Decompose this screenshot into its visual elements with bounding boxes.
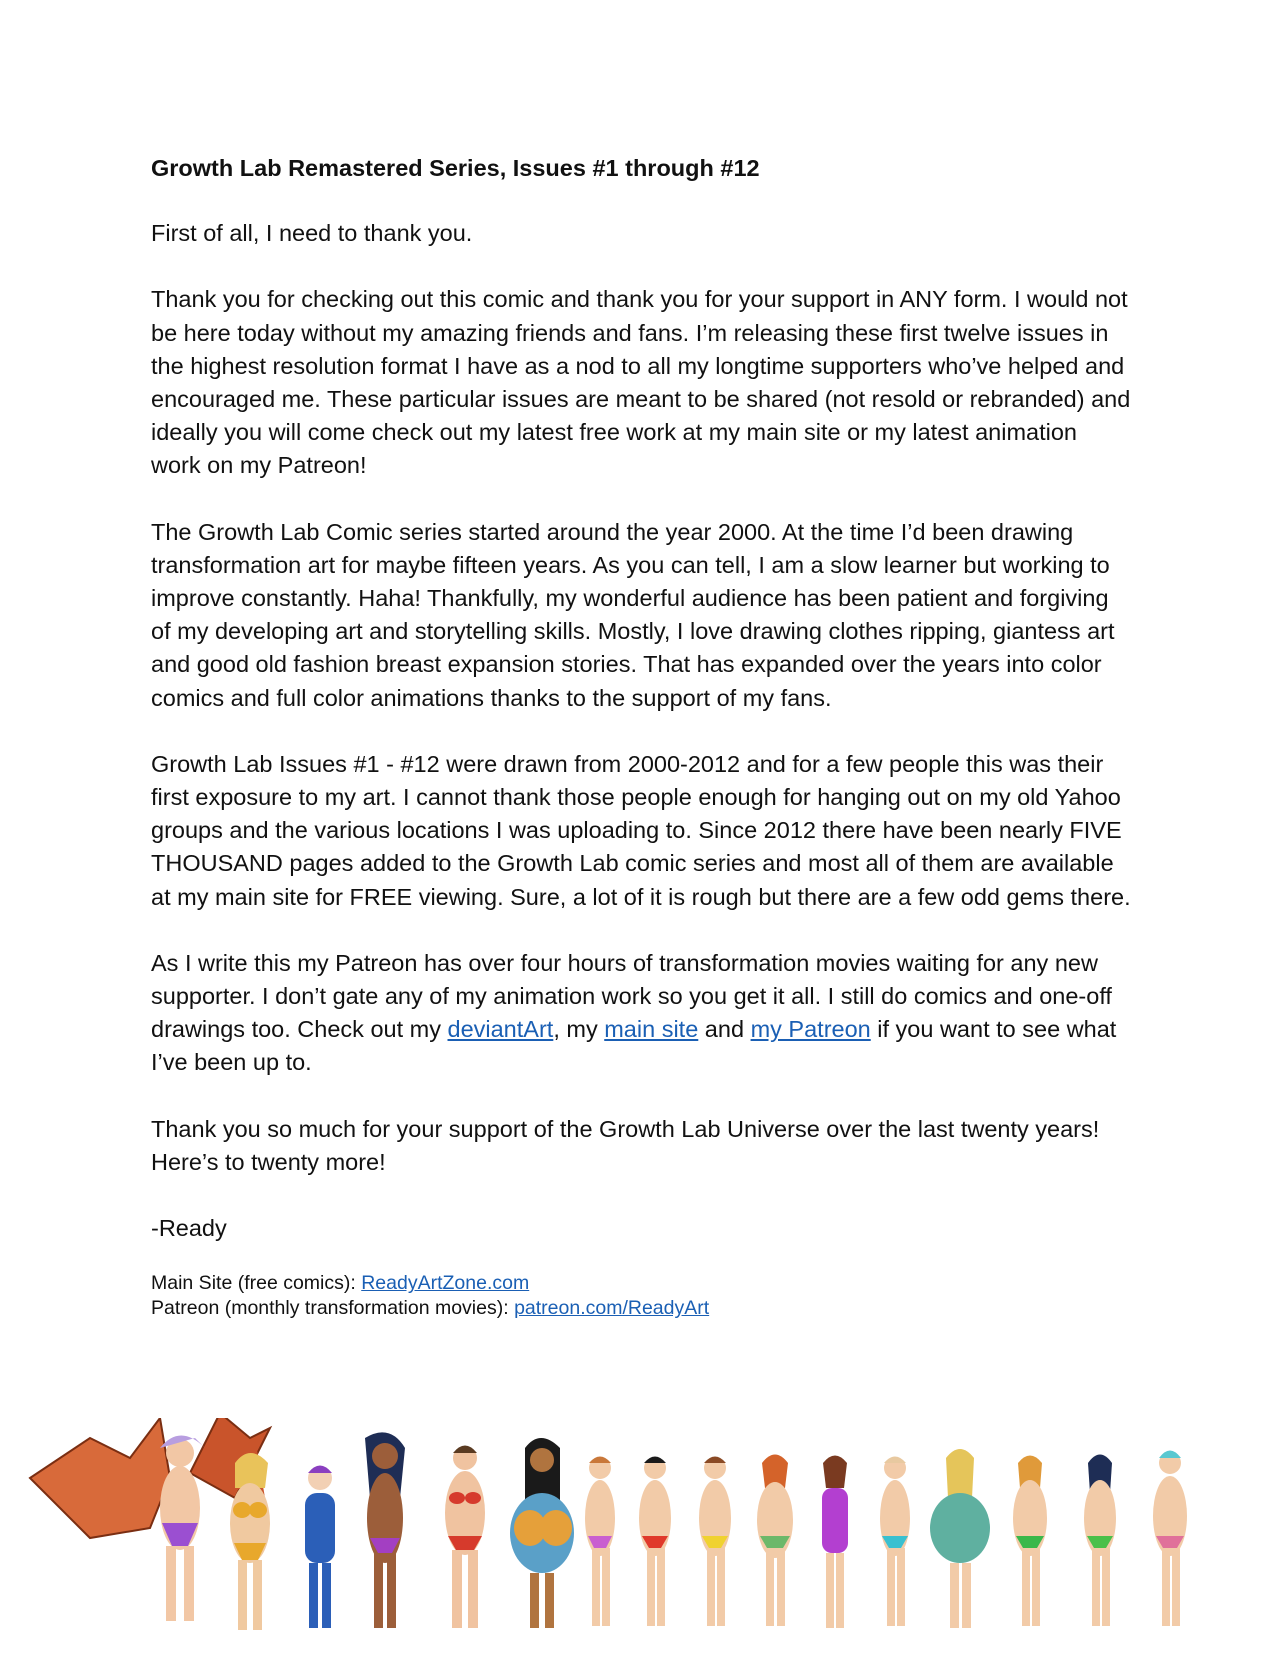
footer-links	[151, 1271, 1131, 1321]
letter-title: Growth Lab Remastered Series, Issues #1 through #12	[151, 155, 760, 181]
link-separator: , my	[553, 1016, 605, 1043]
footer-main-label: Main Site (free comics):	[151, 1272, 362, 1295]
link-separator: and	[698, 1016, 751, 1043]
paragraph-thanks: Thank you for checking out this comic and thank you for your support in ANY form. I would not be here today without my amazing friends and fans. I’m releasing these first twelve issues in the highest resolution format I have as a nod to all my longtime supporters who’ve helped and encouraged me. These particular issues are meant to be shared (not resold or rebranded) and ideally you will come check out my latest free work at my main site or my latest animation work on my Patreon!	[151, 286, 1131, 479]
main-site-link[interactable]: main site	[604, 1016, 699, 1043]
character-patterned-figure	[510, 1438, 574, 1628]
readyartzone-link[interactable]: ReadyArtZone.com	[361, 1272, 530, 1295]
footer-patreon	[151, 1296, 1131, 1321]
paragraph-history: The Growth Lab Comic series started around the year 2000. At the time I’d been drawing transformation art for maybe fifteen years. As you can tell, I am a slow learner but working to improve constantly. Haha! Thankfully, my wonderful audience has been patient and forgiving of my developing art and storytelling skills. Mostly, I love drawing clothes ripping, giantess art and good old fashion breast expansion stories. That has expanded over the years into color comics and full color animations thanks to the support of my fans.	[151, 518, 1115, 711]
paragraph-closing: Thank you so much for your support of the Growth Lab Universe over the last twenty years! Here’s to twenty more!	[151, 1115, 1100, 1175]
letter-body	[151, 152, 1131, 1321]
character-red-bikini-figure	[445, 1446, 485, 1629]
character-group-figures	[585, 1449, 1187, 1628]
character-wetsuit-figure	[305, 1466, 335, 1629]
paragraph-patreon-end: if you want to see what I’ve been up to.	[151, 1016, 1117, 1076]
signature: -Ready	[151, 1215, 227, 1242]
character-lineup-illustration	[20, 1418, 1260, 1648]
character-tan-figure	[365, 1432, 405, 1628]
greeting-paragraph: First of all, I need to thank you.	[151, 220, 473, 247]
paragraph-issues: Growth Lab Issues #1 - #12 were drawn from 2000-2012 and for a few people this was their first exposure to my art. I cannot thank those people enough for hanging out on my old Yahoo groups and the various locations I was uploading to. Since 2012 there have been nearly FIVE THOUSAND pages added to the Growth Lab comic series and most all of them are available at my main site for FREE viewing. Sure, a lot of it is rough but there are a few odd gems there.	[151, 750, 1131, 910]
patreon-url-link[interactable]: patreon.com/ReadyArt	[514, 1297, 710, 1320]
patreon-link[interactable]: my Patreon	[750, 1016, 871, 1043]
deviantart-link[interactable]: deviantArt	[447, 1016, 554, 1043]
footer-patreon-label: Patreon (monthly transformation movies):	[151, 1297, 515, 1320]
paragraph-patreon-start: As I write this my Patreon has over four hours of transformation movies waiting for any new supporter. I don’t gate any of my animation work so you get it all. I still do comics and one-off drawings too. Check out my	[151, 949, 1112, 1043]
paragraph-patreon	[151, 947, 1131, 1080]
footer-main-site	[151, 1271, 1131, 1296]
